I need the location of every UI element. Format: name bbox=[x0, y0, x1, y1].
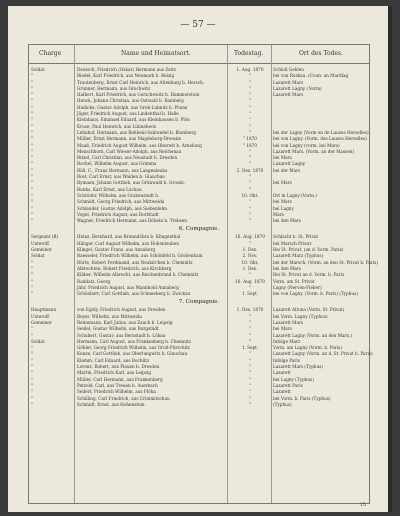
cell-name: Seifert, Friedrich Wilhelm, aus Flöha bbox=[77, 389, 156, 395]
cell-date: " bbox=[249, 401, 251, 407]
cell-place: Infolge Marz bbox=[273, 338, 301, 344]
cell-charge: " bbox=[31, 401, 33, 407]
cell-name: Schilling, Carl Friedrich, aus Crimmitschau bbox=[77, 395, 170, 401]
cell-name: Hänger, Carl August Wilhelm, aus Hohenleuben bbox=[77, 240, 179, 246]
cell-name: Reinemann, Karl Julius, aus Zauch b. Leipzig bbox=[77, 319, 173, 325]
cell-date: " bbox=[249, 205, 251, 211]
cell-name: Halbert, Karl Friedrich, aus Gorschewitz b. Hammerstein bbox=[77, 92, 200, 98]
cell-name: Röll, C., Franz Hermann, aus Langenleuba bbox=[77, 167, 168, 173]
cell-place: Mars bbox=[273, 211, 284, 217]
cell-date: " bbox=[249, 111, 251, 117]
cell-charge: Gemeiner bbox=[31, 247, 52, 253]
cell-charge: " bbox=[31, 265, 33, 271]
cell-name: Riedel, Karl Friedrich, aus Neumark b. Belzig bbox=[77, 73, 175, 79]
cell-date: " bbox=[249, 338, 251, 344]
cell-charge: " bbox=[31, 357, 33, 363]
cell-date: " bbox=[249, 389, 251, 395]
cell-name: Menschhorn, Carl Wieser-Adolph, aus Reichenau bbox=[77, 148, 182, 154]
cell-place: bei von Lagny. (Vorm. b. Paris) (Typhus) bbox=[273, 291, 358, 297]
cell-date: 1. Sept. bbox=[241, 291, 259, 297]
cell-place: Bei St. Privat. (an d. Vorm. Paris) bbox=[273, 247, 344, 253]
cell-charge: Sergeant (B) bbox=[31, 234, 59, 240]
cell-name: Rymann, Johann Gottlieb, aus Grünwald b. Grossb. bbox=[77, 180, 186, 186]
cell-charge: " bbox=[31, 111, 33, 117]
cell-place: Vorm. am Lagny (Vorm. b. Paris) bbox=[273, 345, 342, 351]
cell-name: Petzold, Carl, aus Treuen b. Auerbach bbox=[77, 382, 158, 388]
table-row bbox=[29, 402, 369, 408]
cell-name: Heinz, Bernhard, aus Brunndöbra b. Klingenthal bbox=[77, 234, 181, 240]
cell-name: Schmidt, Georg Friedrich, aus Mittweida bbox=[77, 199, 165, 205]
cell-place: Lazarett Mars (Typhus) bbox=[273, 364, 324, 370]
header-place: Ort des Todes. bbox=[299, 50, 344, 57]
cell-place: Lazarett Mars bbox=[273, 319, 304, 325]
cell-date: " bbox=[249, 272, 251, 278]
cell-charge: " bbox=[31, 98, 33, 104]
cell-date: 1. Dez. bbox=[242, 265, 258, 271]
cell-date: " bbox=[249, 284, 251, 290]
cell-date: " bbox=[249, 199, 251, 205]
cell-date: " bbox=[249, 332, 251, 338]
cell-date: 1. Dez. bbox=[242, 247, 258, 253]
cell-charge: " bbox=[31, 123, 33, 129]
cell-place: Lazarett Paris bbox=[273, 382, 303, 388]
cell-name: Schröder, Wilhelm, aus Grabenstedt b. bbox=[77, 192, 160, 198]
page-sheet bbox=[8, 6, 392, 512]
cell-charge: " bbox=[31, 218, 33, 224]
cell-charge: " bbox=[31, 142, 33, 148]
cell-charge: " bbox=[31, 395, 33, 401]
cell-charge: " bbox=[31, 211, 33, 217]
cell-place: bei der Mars bbox=[273, 167, 301, 173]
cell-name: von Egidy, Friedrich August, aus Dresden bbox=[77, 307, 166, 313]
cell-name: Maaß, Friedrich August Wilhelm, aus Oberwit b. Arneburg bbox=[77, 142, 202, 148]
cell-date: 10. Okt. bbox=[241, 259, 259, 265]
cell-charge: " bbox=[31, 332, 33, 338]
cell-date: " bbox=[249, 211, 251, 217]
cell-date: " bbox=[249, 351, 251, 357]
cell-name: Raddatz, Georg bbox=[77, 278, 111, 284]
cell-date: 10. Okt. bbox=[241, 192, 259, 198]
cell-place: Lazarett Mars bbox=[273, 79, 304, 85]
cell-name: Baesseler, Friedrich Wilhelm, aus Schönfeld b. Großenhain bbox=[77, 253, 203, 259]
cell-place: Lazarett Altona (Vorm. St. Privat) bbox=[273, 307, 345, 313]
cell-charge: Gemeiner bbox=[31, 319, 52, 325]
cell-name: Martin, Friedrich Karl, aus Leipzig bbox=[77, 370, 152, 376]
cell-name: Henck, Johann Christian, aus Ostwald b. Bamberg bbox=[77, 98, 184, 104]
cell-place: bei den Mars bbox=[273, 218, 301, 224]
cell-date: " 1870 bbox=[243, 136, 257, 142]
cell-date: " bbox=[249, 174, 251, 180]
cell-place: bei Mars bbox=[273, 180, 292, 186]
cell-place: bei Vorm. Lagny (Typhus) bbox=[273, 313, 328, 319]
cell-charge: " bbox=[31, 192, 33, 198]
section-title: 7. Compagnie. bbox=[178, 299, 220, 306]
header-name: Name und Heimatsort. bbox=[121, 50, 191, 57]
cell-name: Grunner, Hermann, aus Grochwitz bbox=[77, 85, 151, 91]
cell-charge: " bbox=[31, 199, 33, 205]
cell-charge: " bbox=[31, 259, 33, 265]
cell-name: Kruse, Paul Heinrich, aus Lünnebeck bbox=[77, 123, 156, 129]
cell-place: bei Mars bbox=[273, 155, 292, 161]
cell-name: Runks, Karl Ernst, aus Luckau bbox=[77, 186, 142, 192]
cell-place: Bei St. Privat an d. Vorm. b. Paris bbox=[273, 272, 345, 278]
footer-number: 15 bbox=[359, 502, 366, 508]
cell-charge: " bbox=[31, 117, 33, 123]
header-charge: Charge bbox=[39, 50, 62, 57]
cell-place: Lazarett Lagny (Vorm. an den Marn.) bbox=[273, 332, 353, 338]
cell-charge: " bbox=[31, 376, 33, 382]
cell-date: " bbox=[249, 117, 251, 123]
cell-place: bei Mars bbox=[273, 326, 292, 332]
cell-name: Jahr, Friedrich August, aus Mannhold Annaberg bbox=[77, 284, 179, 290]
cell-date: " bbox=[249, 79, 251, 85]
cell-charge: " bbox=[31, 136, 33, 142]
cell-charge: " bbox=[31, 73, 33, 79]
cell-charge: " bbox=[31, 382, 33, 388]
casualty-table bbox=[28, 44, 378, 504]
cell-charge: " bbox=[31, 186, 33, 192]
cell-date: " bbox=[249, 129, 251, 135]
cell-date: " bbox=[249, 98, 251, 104]
cell-date: " bbox=[249, 382, 251, 388]
cell-charge: " bbox=[31, 284, 33, 290]
cell-name: Klemm, Carl Eduard, aus Rochlitz bbox=[77, 357, 150, 363]
cell-date: " bbox=[249, 155, 251, 161]
cell-charge: " bbox=[31, 364, 33, 370]
cell-name: Müller, Ernst Hermann, aus Magdeburg-Dressim bbox=[77, 136, 182, 142]
cell-date: " bbox=[249, 313, 251, 319]
cell-date: " bbox=[249, 123, 251, 129]
cell-charge: " bbox=[31, 205, 33, 211]
cell-date: " bbox=[249, 73, 251, 79]
cell-charge: " bbox=[31, 155, 33, 161]
cell-charge: " bbox=[31, 389, 33, 395]
cell-place: bei Marsch Prieur bbox=[273, 240, 312, 246]
cell-date: 1. Dez. 1870 bbox=[236, 307, 264, 313]
cell-place: Lazarett Mars. (Vorm. an der Massen) bbox=[273, 148, 355, 154]
cell-name: Kunze, Carl Gottlieb, aus Oberlungwitz b. Glauchau bbox=[77, 351, 188, 357]
cell-place: Lazarett Lagny. (Vorm) bbox=[273, 85, 322, 91]
cell-place: bei von Lagny (vorm. bei Mars) bbox=[273, 142, 340, 148]
cell-name: Kleinhaus, Emanuel Eduard, aus Kleinhausen b. Plön bbox=[77, 117, 190, 123]
cell-date: " bbox=[249, 376, 251, 382]
cell-date: " bbox=[249, 326, 251, 332]
cell-name: Vogel, Friedrich August, aus Dorfstadt bbox=[77, 211, 159, 217]
cell-charge: Soldat bbox=[31, 67, 45, 72]
cell-name: Schmidt, Ernst, aus Hohenstein bbox=[77, 401, 145, 407]
cell-charge: " bbox=[31, 370, 33, 376]
cell-place: Lazarett Lagny bbox=[273, 161, 306, 167]
cell-name: Schubert, Gustav, aus Bernstadt b. Löbau bbox=[77, 332, 166, 338]
cell-place: (Typhus) bbox=[273, 401, 292, 407]
cell-date: " bbox=[249, 85, 251, 91]
cell-date: 2. Dez. 1870 bbox=[236, 167, 264, 173]
cell-place: bei Vorm. b. Paris (Typhus) bbox=[273, 395, 331, 401]
cell-name: Hermann, Carl August, aus Frankenberg b. Chemnitz bbox=[77, 338, 191, 344]
cell-place: Lazarett Mars bbox=[273, 92, 304, 98]
cell-name: Seidel, Gustav Wilhelm, aus Burgstädt bbox=[77, 326, 159, 332]
cell-charge: " bbox=[31, 180, 33, 186]
cell-charge: " bbox=[31, 291, 33, 297]
cell-date: " bbox=[249, 319, 251, 325]
cell-charge: " bbox=[31, 79, 33, 85]
cell-place: Schlacht b. St. Privat bbox=[273, 234, 319, 240]
cell-date: 1. Sept. bbox=[241, 345, 259, 351]
cell-date: " bbox=[249, 370, 251, 376]
cell-date: " bbox=[249, 218, 251, 224]
cell-name: Hadicke, Gustav Adolph, aus Groß-Lubnitz b. Pönne bbox=[77, 104, 188, 110]
cell-name: Bürte, Robert Ferdinand, aus Neukirchen b. Chemnitz bbox=[77, 259, 193, 265]
cell-place: bei von Ruskau. (Coun- an Mardlag bbox=[273, 73, 349, 79]
cell-date: " bbox=[249, 104, 251, 110]
cell-name: Wagner, Friedrich Hermann, aus Döbeln b. Trebsen bbox=[77, 218, 187, 224]
cell-date: 1. Aug. 1870 bbox=[236, 67, 264, 72]
cell-name: Albrechten, Robert Friedrich, aus Kirchberg bbox=[77, 265, 172, 271]
cell-charge: " bbox=[31, 278, 33, 284]
cell-place: bei der Marsch. (Vorm. an den St. Privat b. Paris) bbox=[273, 259, 378, 265]
cell-name: Schlauder, Gustav Adolph, aus Siebenlehn bbox=[77, 205, 167, 211]
cell-charge: " bbox=[31, 167, 33, 173]
cell-name: Schönherr, Carl Gottlieb, aus Schneeberg b. Zwickau bbox=[77, 291, 191, 297]
cell-charge: " bbox=[31, 174, 33, 180]
cell-charge: " bbox=[31, 351, 33, 357]
cell-charge: " bbox=[31, 326, 33, 332]
table-body bbox=[29, 67, 378, 408]
cell-name: Lorenz, Robert, aus Plauen b. Dresden bbox=[77, 364, 160, 370]
cell-date: " bbox=[249, 364, 251, 370]
cell-date: " bbox=[249, 148, 251, 154]
cell-charge: " bbox=[31, 345, 33, 351]
cell-charge: " bbox=[31, 272, 33, 278]
cell-date: " bbox=[249, 180, 251, 186]
cell-date: " bbox=[249, 161, 251, 167]
cell-date: " bbox=[249, 395, 251, 401]
cell-date: " bbox=[249, 186, 251, 192]
cell-place: bei den Mars bbox=[273, 265, 301, 271]
cell-name: Lehnhof, Hermann, aus Rehbein-Salzwedel b. Blomberg bbox=[77, 129, 197, 135]
cell-place: Lazarett Lagny (Vorm. an d. St. Privat b. Paris) bbox=[273, 351, 373, 357]
cell-name: Beyer, Wilhelm, aus Mittweida bbox=[77, 313, 142, 319]
header-date: Todestag. bbox=[234, 50, 264, 57]
cell-name: Klingel, Gustav Franz, aus Annaberg bbox=[77, 247, 156, 253]
cell-name: Rost, Carl Ernst, aus Walden b. Glauchau bbox=[77, 174, 165, 180]
cell-date: " bbox=[249, 240, 251, 246]
cell-date: 16. Aug. 1870 bbox=[235, 234, 265, 240]
cell-charge: " bbox=[31, 85, 33, 91]
cell-place: Schloß Gehlen bbox=[273, 67, 304, 72]
cell-place: bei der Lagny (Vorm on de Lauzes Herselles) bbox=[273, 129, 369, 135]
cell-charge: " bbox=[31, 92, 33, 98]
cell-name: Göhler, Georg Friedrich Wilhelm, aus Groß-Pürschitz bbox=[77, 345, 190, 351]
cell-place: bei Mars bbox=[273, 199, 292, 205]
cell-charge: Soldat bbox=[31, 253, 45, 259]
cell-date: " 1870 bbox=[243, 142, 257, 148]
cell-name: Rochel, Wilhelm August, aus Grimma bbox=[77, 161, 157, 167]
cell-place: bei Lagny (Typhus) bbox=[273, 376, 314, 382]
cell-charge: " bbox=[31, 104, 33, 110]
cell-name: Ritzel, Carl Christian, aus Neustadt b. Dresden bbox=[77, 155, 178, 161]
cell-charge: " bbox=[31, 161, 33, 167]
cell-place: Lazarett bbox=[273, 370, 291, 376]
cell-place: Infolge Paris bbox=[273, 357, 300, 363]
cell-charge: " bbox=[31, 148, 33, 154]
cell-place: bei von Lagny. (Vorm. des Lauzes Herselles) bbox=[273, 136, 367, 142]
cell-charge: Hauptmann bbox=[31, 307, 57, 313]
page-number: — 57 — bbox=[180, 20, 216, 30]
cell-place: Lazarett bbox=[273, 389, 291, 395]
cell-place: Vorm. am St. Privat bbox=[273, 278, 315, 284]
cell-date: 2. Nov. bbox=[242, 253, 258, 259]
cell-date: 16. Aug. 1870 bbox=[235, 278, 265, 284]
cell-charge: " bbox=[31, 129, 33, 135]
cell-charge: Soldat bbox=[31, 338, 45, 344]
cell-name: Trautenberg, Ernst Carl Heinrich, aus Altenburg b. Hersch. bbox=[77, 79, 205, 85]
cell-place: bei Lagny bbox=[273, 205, 294, 211]
cell-charge: Unteroff. bbox=[31, 240, 51, 246]
cell-name: Müller, Carl Hermann, aus Frankenberg bbox=[77, 376, 163, 382]
cell-date: " bbox=[249, 92, 251, 98]
cell-place: Lazarett Marz (Typhus) bbox=[273, 253, 324, 259]
table-header bbox=[29, 45, 369, 64]
cell-name: Deutsch, Friedrich (Oskar) Hermann aus Zeitz bbox=[77, 67, 177, 72]
cell-charge: Unteroff. bbox=[31, 313, 51, 319]
cell-place: Lagny (Nerven-Fieber) bbox=[273, 284, 322, 290]
cell-name: Kläber, Wilhelm Albrecht, aus Reichenbrand b. Chemnitz bbox=[77, 272, 199, 278]
cell-place: Ort in Lagny (Vorm.) bbox=[273, 192, 317, 198]
cell-name: Jäger, Friedrich August, aus Lindenthal b. Halle bbox=[77, 111, 179, 117]
cell-date: " bbox=[249, 357, 251, 363]
section-title: 6. Compagnie. bbox=[178, 226, 220, 233]
